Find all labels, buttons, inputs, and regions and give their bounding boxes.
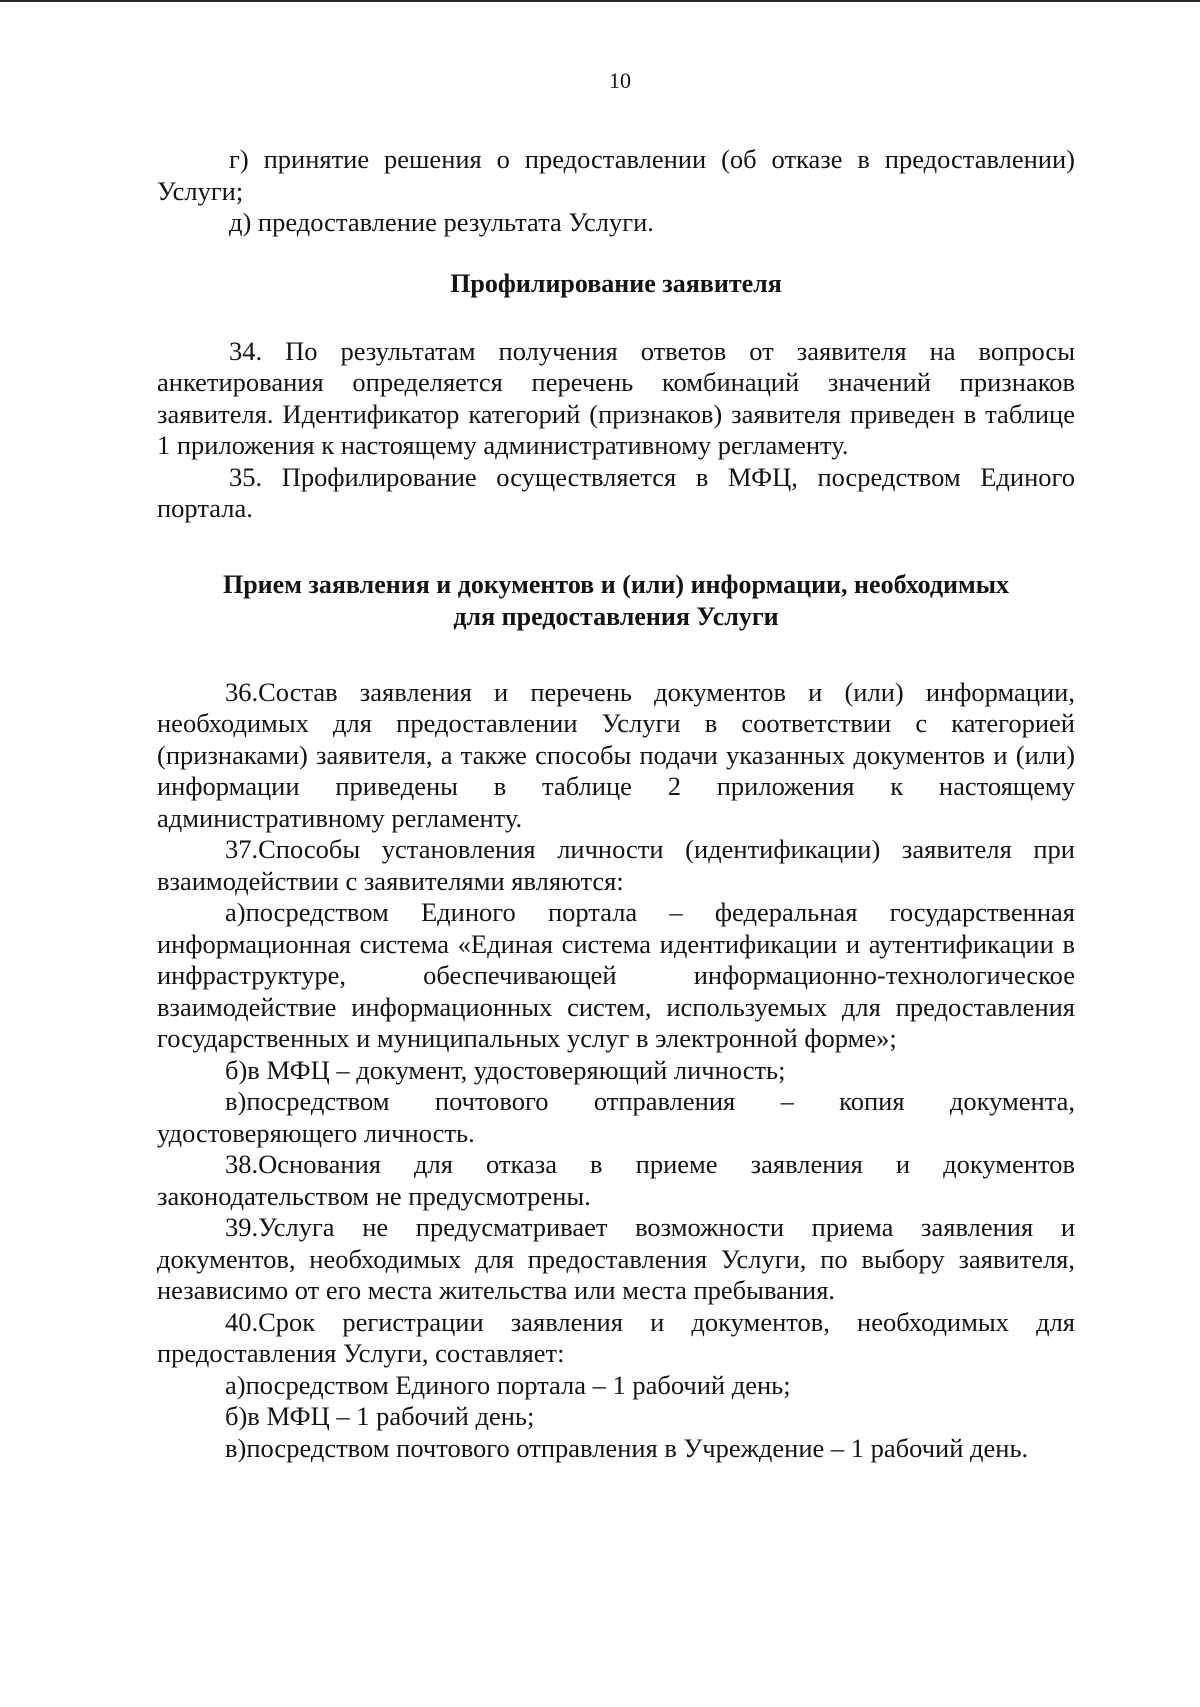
- section-heading-reception-line2: для предоставления Услуги: [453, 601, 779, 631]
- paragraph-39: 39.Услуга не предусматривает возможности приема заявления и документов, необходимых для предоставления Услуги, по выбору заявителя, независимо от его места жительства или места пребывания.: [157, 1212, 1075, 1305]
- document-body: [157, 144, 1075, 1464]
- top-border-line: [0, 0, 1200, 2]
- paragraph-37-v: в)посредством почтового отправления – копия документа, удостоверяющего личность.: [157, 1086, 1075, 1148]
- paragraph-40-v: в)посредством почтового отправления в Учреждение – 1 рабочий день.: [225, 1432, 1029, 1463]
- paragraph-36: 36.Состав заявления и перечень документов и (или) информации, необходимых для предоставлении Услуги в соответствии с категорией (признаками) заявителя, а также способы подачи указанных документов и (или) информации приведены в таблице 2 приложения к настоящему административному регламенту.: [157, 676, 1075, 833]
- section-heading-reception: [157, 569, 1075, 633]
- page-number: 10: [609, 68, 631, 93]
- paragraph-40-a: а)посредством Единого портала – 1 рабочий день;: [225, 1369, 791, 1400]
- paragraph-40: 40.Срок регистрации заявления и документов, необходимых для предоставления Услуги, составляет:: [157, 1306, 1075, 1368]
- paragraph-37: 37.Способы установления личности (идентификации) заявителя при взаимодействии с заявителями являются:: [157, 834, 1075, 896]
- paragraph-37-a: а)посредством Единого портала – федеральная государственная информационная система «Единая система идентификации и аутентификации в инфраструктуре, обеспечивающей информационно-технологическое взаимодействие информационных систем, используемых для предоставления государственных и муниципальных услуг в электронной форме»;: [157, 897, 1075, 1053]
- item-g: г) принятие решения о предоставлении (об отказе в предоставлении) Услуги;: [157, 144, 1075, 206]
- paragraph-35: 35. Профилирование осуществляется в МФЦ, посредством Единого портала.: [157, 461, 1075, 523]
- paragraph-38: 38.Основания для отказа в приеме заявления и документов законодательством не предусмотрены.: [157, 1149, 1075, 1211]
- paragraph-34: 34. По результатам получения ответов от заявителя на вопросы анкетирования определяется перечень комбинаций значений признаков заявителя. Идентификатор категорий (признаков) заявителя приведен в таблице 1 приложения к настоящему административному регламенту.: [157, 335, 1075, 460]
- section-heading-reception-line1: Прием заявления и документов и (или) информации, необходимых: [222, 569, 1009, 599]
- item-d: д) предоставление результата Услуги.: [229, 207, 654, 237]
- section-heading-profiling: Профилирование заявителя: [450, 268, 782, 298]
- paragraph-37-b: б)в МФЦ – документ, удостоверяющий личность;: [225, 1054, 786, 1085]
- paragraph-40-b: б)в МФЦ – 1 рабочий день;: [225, 1401, 535, 1431]
